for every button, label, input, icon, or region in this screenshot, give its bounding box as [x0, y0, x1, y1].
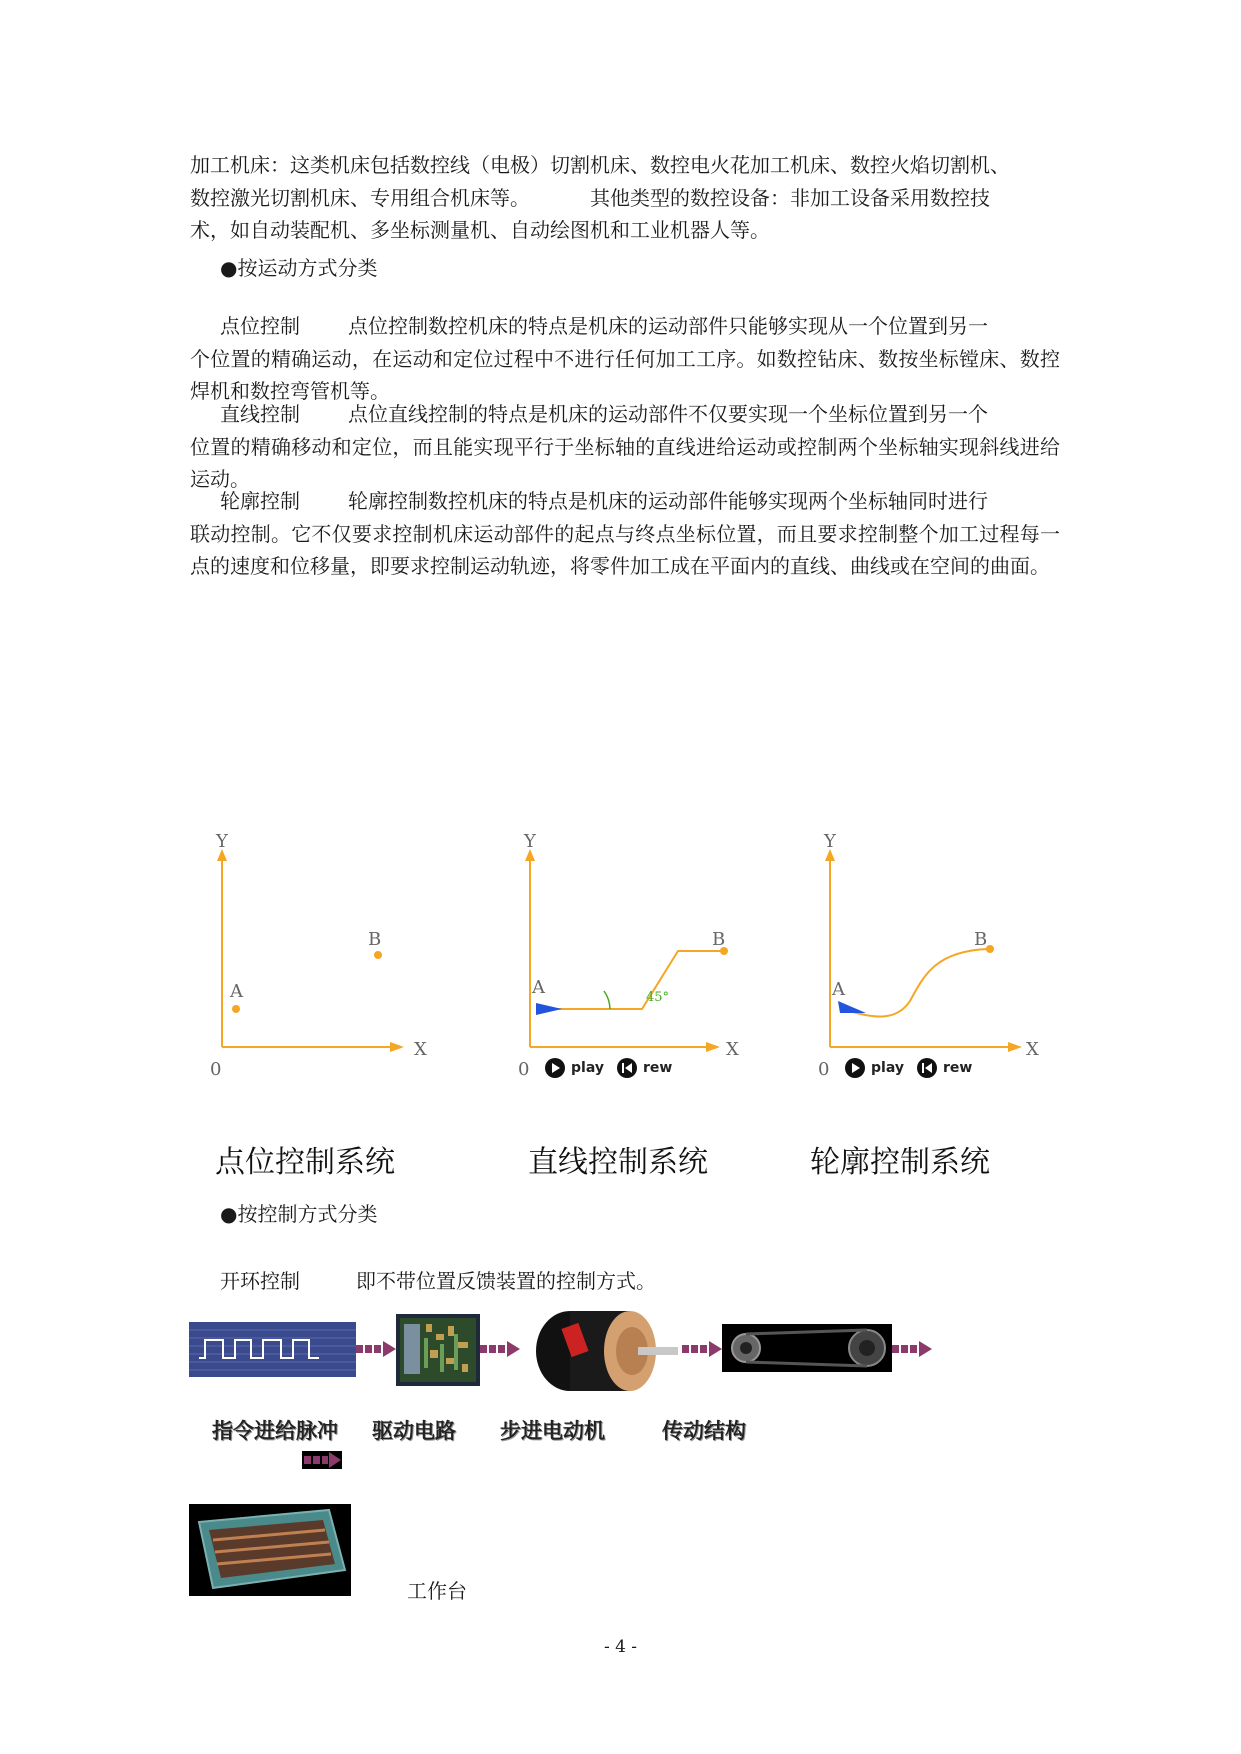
flow-arrow-down-icon	[302, 1451, 342, 1469]
x-axis-arrow	[390, 1042, 404, 1052]
x-axis-arrow	[1008, 1042, 1022, 1052]
x-axis-label: X	[1026, 1039, 1039, 1060]
line-control-text-first: 点位直线控制的特点是机床的运动部件不仅要实现一个坐标位置到另一个	[348, 402, 988, 426]
flow-label-stepper-motor: 步进电动机	[500, 1419, 605, 1443]
drive-circuit-image	[396, 1314, 480, 1386]
linear-path	[544, 951, 724, 1009]
flow-label-transmission: 传动结构	[662, 1419, 746, 1443]
point-a	[232, 1005, 240, 1013]
play-icon	[545, 1058, 565, 1078]
contour-control-text-first: 轮廓控制数控机床的特点是机床的运动部件能够实现两个坐标轴同时进行	[348, 489, 988, 513]
intro-line-2b: 其他类型的数控设备：非加工设备采用数控技	[590, 185, 990, 210]
point-control-text-rest: 个位置的精确运动，在运动和定位过程中不进行任何加工工序。如数控钻床、数按坐标镗床、数控焊机和数控弯管机等。	[190, 346, 1060, 403]
worktable-label: 工作台	[407, 1579, 467, 1603]
point-a-label: A	[832, 979, 845, 1000]
point-b-label: B	[712, 929, 726, 950]
contour-control-text-rest: 联动控制。它不仅要求控制机床运动部件的起点与终点坐标位置，而且要求控制整个加工过程每一点的速度和位移量，即要求控制运动轨迹，将零件加工成在平面内的直线、曲线或在空间的曲面。	[190, 521, 1060, 578]
y-axis-label: Y	[824, 831, 836, 852]
flow-arrow-icon	[480, 1340, 520, 1358]
rewind-button-contour[interactable]	[917, 1058, 972, 1078]
rewind-label: rew	[643, 1060, 673, 1076]
contour-control-diagram	[798, 825, 1048, 1085]
point-b	[374, 951, 382, 959]
point-b-label: B	[974, 929, 988, 950]
point-control-paragraph	[190, 310, 1060, 408]
tool-marker	[536, 1003, 562, 1015]
rewind-button-line[interactable]	[617, 1058, 672, 1078]
open-loop-text: 即不带位置反馈装置的控制方式。	[356, 1269, 656, 1293]
transmission-image	[722, 1324, 892, 1372]
flow-arrow-icon	[356, 1340, 396, 1358]
flow-label-drive-circuit: 驱动电路	[372, 1419, 456, 1443]
intro-line-1: 加工机床：这类机床包括数控线（电极）切割机床、数控电火花加工机床、数控火焰切割机、	[190, 153, 1010, 177]
contour-path	[844, 949, 988, 1017]
intro-line-2a: 数控激光切割机床、专用组合机床等。	[190, 185, 530, 210]
point-b-label: B	[368, 929, 382, 950]
play-icon	[845, 1058, 865, 1078]
point-control-diagram	[190, 825, 440, 1085]
rewind-label: rew	[943, 1060, 973, 1076]
line-control-paragraph	[190, 398, 1060, 496]
contour-control-term: 轮廓控制	[220, 489, 300, 513]
section-heading-control: ●按控制方式分类	[220, 1202, 378, 1226]
point-control-term: 点位控制	[220, 314, 300, 338]
play-label: play	[571, 1060, 604, 1076]
page-number: - 4 -	[603, 1637, 638, 1657]
worktable-image	[189, 1504, 351, 1596]
intro-line-3: 术，如自动装配机、多坐标测量机、自动绘图机和工业机器人等。	[190, 218, 770, 242]
y-axis-label: Y	[216, 831, 228, 852]
rewind-icon	[617, 1058, 637, 1078]
caption-point-control: 点位控制系统	[215, 1145, 395, 1180]
flow-arrow-icon	[892, 1340, 932, 1358]
intro-paragraph	[190, 149, 1060, 247]
open-loop-term: 开环控制	[220, 1269, 300, 1293]
line-control-text-rest: 位置的精确移动和定位，而且能实现平行于坐标轴的直线进给运动或控制两个坐标轴实现斜线进给运动。	[190, 434, 1060, 491]
play-button-contour[interactable]	[845, 1058, 904, 1078]
x-axis-label: X	[726, 1039, 739, 1060]
point-a-label: A	[230, 981, 243, 1002]
line-control-diagram	[498, 825, 748, 1085]
play-label: play	[871, 1060, 904, 1076]
rewind-icon	[917, 1058, 937, 1078]
point-control-text-first: 点位控制数控机床的特点是机床的运动部件只能够实现从一个位置到另一	[348, 314, 988, 338]
line-control-term: 直线控制	[220, 402, 300, 426]
pulse-signal-image	[189, 1322, 356, 1377]
angle-label: 45°	[646, 990, 670, 1005]
tool-marker	[838, 1001, 866, 1013]
contour-control-paragraph	[190, 485, 1060, 583]
point-a-label: A	[532, 977, 545, 998]
stepper-motor-image	[520, 1305, 680, 1397]
flow-label-command-pulse: 指令进给脉冲	[212, 1419, 338, 1443]
x-axis-label: X	[414, 1039, 427, 1060]
caption-contour-control: 轮廓控制系统	[810, 1145, 990, 1180]
intro-line-2	[190, 182, 1060, 215]
x-axis-arrow	[706, 1042, 720, 1052]
caption-line-control: 直线控制系统	[528, 1145, 708, 1180]
y-axis-label: Y	[524, 831, 536, 852]
open-loop-line	[220, 1265, 656, 1294]
origin-label: 0	[210, 1059, 222, 1080]
origin-label: 0	[518, 1059, 530, 1080]
origin-label: 0	[818, 1059, 830, 1080]
section-heading-motion: ●按运动方式分类	[220, 256, 378, 280]
angle-arc	[604, 991, 610, 1009]
play-button-line[interactable]	[545, 1058, 604, 1078]
flow-arrow-icon	[682, 1340, 722, 1358]
